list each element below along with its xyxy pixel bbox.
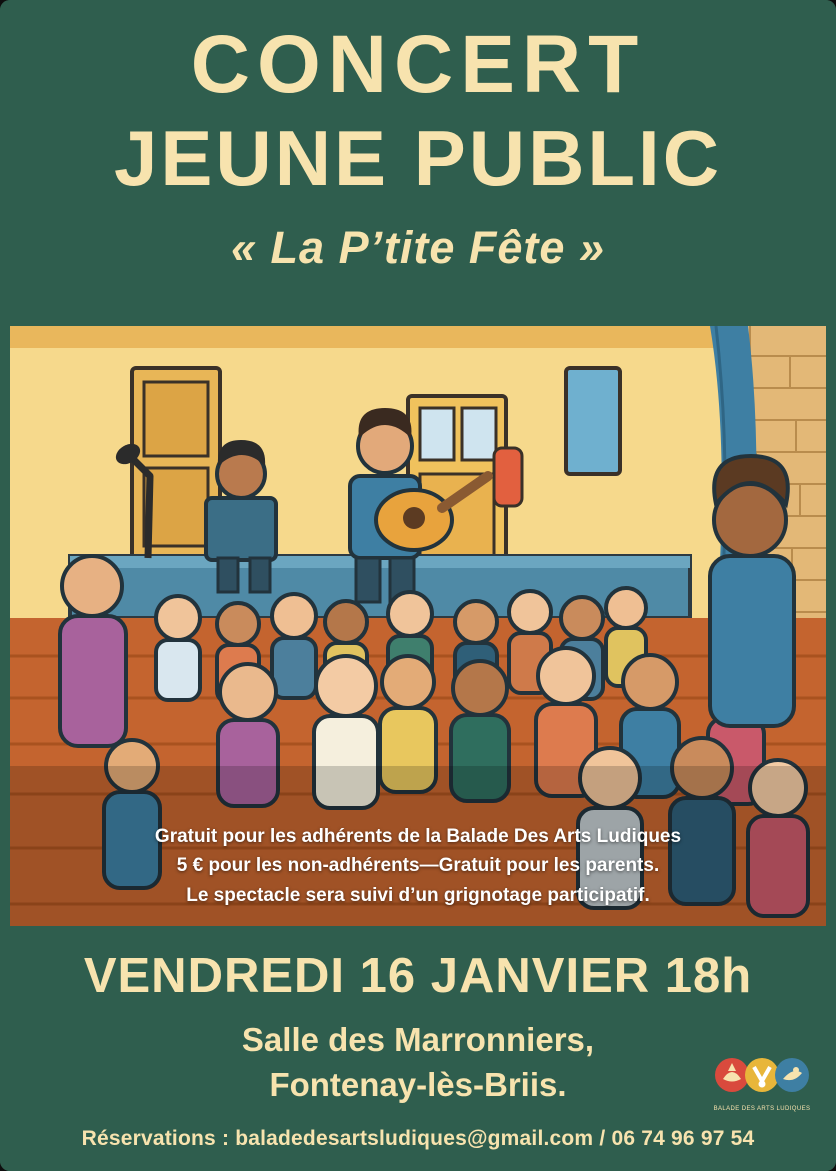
reservations-email[interactable]: baladedesartsludiques@gmail.com xyxy=(235,1127,594,1151)
venue-line-1: Salle des Marronniers, xyxy=(241,1021,595,1058)
concert-illustration xyxy=(10,326,826,926)
logo-icon xyxy=(710,1055,814,1099)
venue-line-2: Fontenay-lès-Briis. xyxy=(269,1065,567,1103)
reservations-label: Réservations : xyxy=(81,1127,230,1151)
show-subtitle: « La P’tite Fête » xyxy=(231,221,605,273)
organization-logo xyxy=(710,1055,814,1117)
poster-header xyxy=(0,0,836,326)
reservations-separator: / xyxy=(599,1127,606,1151)
concert-illustration-svg xyxy=(10,326,826,926)
info-line-3: Le spectacle sera suivi d’un grignotage participatif. xyxy=(186,884,650,906)
page-title-line2: JEUNE PUBLIC xyxy=(113,114,723,203)
logo-caption: BALADE DES ARTS LUDIQUES xyxy=(713,1106,811,1112)
info-line-2: 5 € pour les non-adhérents—Gratuit pour les parents. xyxy=(176,855,660,877)
reservations-phone[interactable]: 06 74 96 97 54 xyxy=(611,1127,755,1151)
info-line-1: Gratuit pour les adhérents de la Balade Des Arts Ludiques xyxy=(154,825,682,847)
poster-footer xyxy=(0,926,836,1171)
event-date: VENDREDI 16 JANVIER 18h xyxy=(83,949,753,1003)
page-title-line1: CONCERT xyxy=(190,19,646,110)
